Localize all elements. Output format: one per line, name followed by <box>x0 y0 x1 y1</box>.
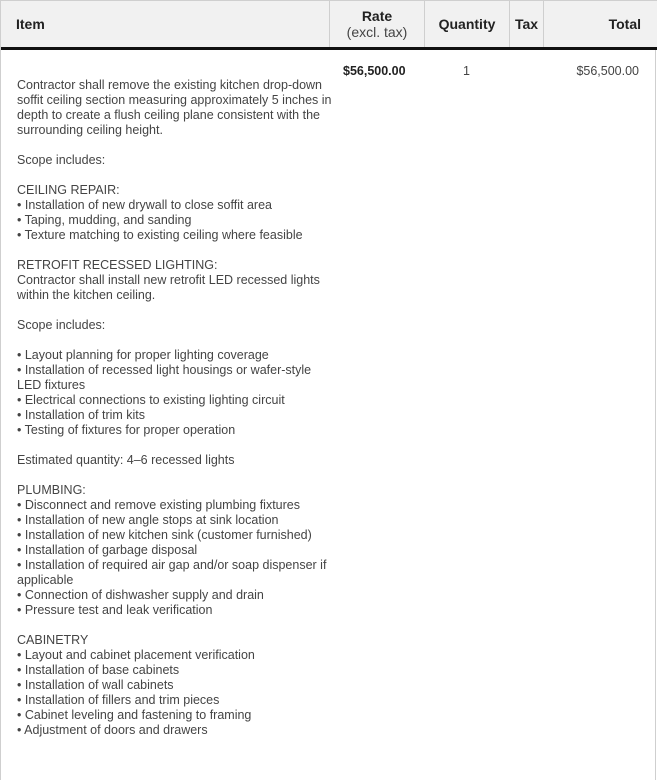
column-header-rate <box>329 1 424 47</box>
line-item-total: $56,500.00 <box>576 64 639 78</box>
column-header-item: Item <box>16 16 45 32</box>
column-header-total: Total <box>543 1 657 47</box>
line-item-rate: $56,500.00 <box>343 64 406 78</box>
column-header-rate-note: (excl. tax) <box>346 24 408 40</box>
column-header-quantity: Quantity <box>424 1 509 47</box>
line-item-description: Contractor shall remove the existing kitchen drop-down soffit ceiling section measuring approximately 5 inches in depth to create a flush ceiling plane consistent with the surrounding ceiling height. Scope includes: CEILING REPAIR: • Installation of new drywall to close soffit area • Taping, mudding, and sanding • Texture matching to existing ceiling where feasible RETROFIT RECESSED LIGHTING: Contractor shall install new retrofit LED recessed lights within the kitchen ceiling. Scope includes: • Layout planning for proper lighting coverage • Installation of recessed light housings or wafer-style LED fixtures • Electrical connections to existing lighting circuit • Installation of trim kits • Testing of fixtures for proper operation Estimated quantity: 4–6 recessed lights PLUMBING: • Disconnect and remove existing plumbing fixtures • Installation of new angle stops at sink location • Installation of new kitchen sink (customer furnished) • Installation of garbage disposal • Installation of required air gap and/or soap dispenser if applicable • Connection of dishwasher supply and drain • Pressure test and leak verification CABINETRY • Layout and cabinet placement verification • Installation of base cabinets • Installation of wall cabinets • Installation of fillers and trim pieces • Cabinet leveling and fastening to framing • Adjustment of doors and drawers <box>17 78 332 737</box>
column-header-tax: Tax <box>509 1 543 47</box>
column-header-rate-label: Rate <box>361 8 393 24</box>
line-item-quantity: 1 <box>463 64 470 78</box>
table-header <box>1 0 657 50</box>
